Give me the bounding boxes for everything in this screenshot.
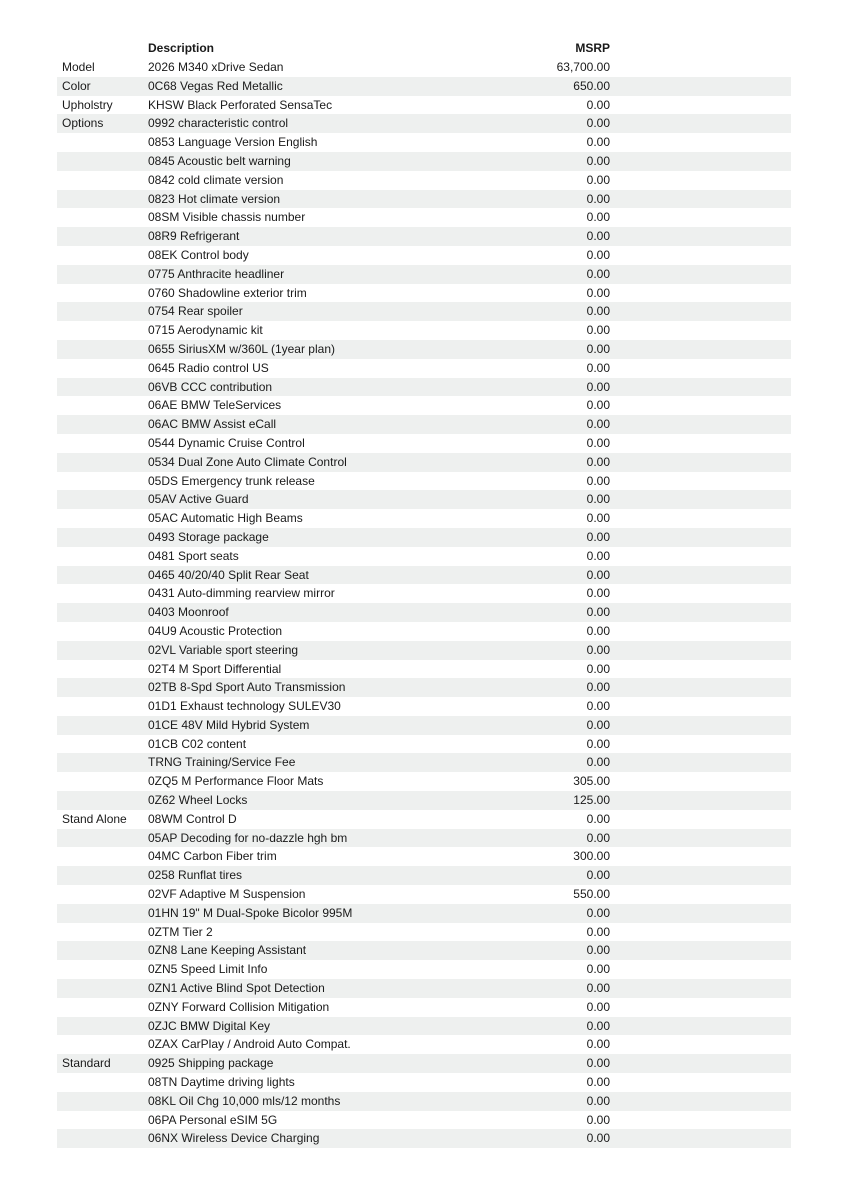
description-cell: 0ZN8 Lane Keeping Assistant (148, 943, 307, 958)
description-cell: 01CB C02 content (148, 736, 247, 751)
description-cell: 08R9 Refrigerant (148, 229, 240, 244)
table-row (57, 603, 791, 622)
description-cell: 01HN 19" M Dual-Spoke Bicolor 995M (148, 905, 353, 920)
msrp-cell: 0.00 (586, 736, 610, 751)
table-row (57, 58, 791, 77)
table-row (57, 265, 791, 284)
table-row (57, 829, 791, 848)
msrp-cell: 0.00 (586, 247, 610, 262)
table-row (57, 378, 791, 397)
msrp-cell: 0.00 (586, 943, 610, 958)
description-cell: 06NX Wireless Device Charging (148, 1131, 320, 1146)
msrp-cell: 305.00 (573, 774, 610, 789)
description-cell: 05AC Automatic High Beams (148, 511, 303, 526)
msrp-cell: 0.00 (586, 567, 610, 582)
table-row (57, 904, 791, 923)
msrp-cell: 0.00 (586, 1112, 610, 1127)
description-cell: 0465 40/20/40 Split Rear Seat (148, 567, 309, 582)
description-cell: 0992 characteristic control (148, 116, 289, 131)
msrp-cell: 0.00 (586, 999, 610, 1014)
msrp-cell: 0.00 (586, 360, 610, 375)
table-row (57, 227, 791, 246)
table-row (57, 509, 791, 528)
table-row (57, 528, 791, 547)
msrp-cell: 0.00 (586, 1056, 610, 1071)
table-row (57, 171, 791, 190)
table-row (57, 566, 791, 585)
description-cell: 0ZNY Forward Collision Mitigation (148, 999, 330, 1014)
table-row (57, 340, 791, 359)
description-cell: 0655 SiriusXM w/360L (1year plan) (148, 341, 335, 356)
msrp-cell: 0.00 (586, 661, 610, 676)
description-cell: 0ZJC BMW Digital Key (148, 1018, 271, 1033)
msrp-cell: 125.00 (573, 793, 610, 808)
description-cell: 06PA Personal eSIM 5G (148, 1112, 278, 1127)
table-row (57, 284, 791, 303)
msrp-cell: 0.00 (586, 172, 610, 187)
description-cell: 2026 M340 xDrive Sedan (148, 60, 284, 74)
description-cell: 0544 Dynamic Cruise Control (148, 435, 305, 450)
description-cell: 0C68 Vegas Red Metallic (148, 78, 283, 93)
table-row (57, 923, 791, 942)
description-cell: 05DS Emergency trunk release (148, 473, 315, 488)
msrp-cell: 650.00 (573, 78, 610, 93)
msrp-cell: 0.00 (586, 116, 610, 131)
table-body (57, 58, 791, 1148)
description-cell: 0534 Dual Zone Auto Climate Control (148, 454, 347, 469)
description-cell: 05AP Decoding for no-dazzle hgh bm (148, 830, 348, 845)
table-row (57, 1092, 791, 1111)
description-cell: 04MC Carbon Fiber trim (148, 849, 277, 864)
description-cell: 01CE 48V Mild Hybrid System (148, 717, 310, 732)
msrp-cell: 0.00 (586, 398, 610, 413)
table-row (57, 1017, 791, 1036)
description-cell: 02TB 8-Spd Sport Auto Transmission (148, 680, 346, 695)
description-cell: 0925 Shipping package (148, 1056, 274, 1071)
table-row (57, 208, 791, 227)
table-row (57, 960, 791, 979)
msrp-cell: 0.00 (586, 605, 610, 620)
description-cell: 0ZN1 Active Blind Spot Detection (148, 981, 325, 996)
msrp-cell: 0.00 (586, 868, 610, 883)
description-cell: 06VB CCC contribution (148, 379, 273, 394)
description-cell: 02VF Adaptive M Suspension (148, 887, 306, 902)
category-cell: Options (62, 116, 104, 131)
msrp-cell: 0.00 (586, 473, 610, 488)
description-cell: TRNG Training/Service Fee (148, 755, 296, 770)
description-cell: 0754 Rear spoiler (148, 304, 243, 319)
table-row (57, 941, 791, 960)
msrp-cell: 0.00 (586, 924, 610, 939)
description-cell: KHSW Black Perforated SensaTec (148, 97, 333, 112)
description-cell: 0ZAX CarPlay / Android Auto Compat. (148, 1037, 351, 1052)
msrp-cell: 0.00 (586, 830, 610, 845)
description-cell: 0Z62 Wheel Locks (148, 793, 248, 808)
msrp-header: MSRP (575, 41, 610, 55)
description-cell: 0431 Auto-dimming rearview mirror (148, 586, 335, 601)
description-cell: 08EK Control body (148, 247, 249, 262)
description-cell: 0715 Aerodynamic kit (148, 323, 263, 338)
description-cell: 02VL Variable sport steering (148, 642, 299, 657)
description-cell: 01D1 Exhaust technology SULEV30 (148, 699, 341, 714)
description-cell: 06AE BMW TeleServices (148, 398, 282, 413)
description-cell: 08KL Oil Chg 10,000 mls/12 months (148, 1093, 341, 1108)
msrp-cell: 550.00 (573, 887, 610, 902)
description-cell: 0645 Radio control US (148, 360, 269, 375)
table-row (57, 998, 791, 1017)
msrp-cell: 0.00 (586, 97, 610, 112)
table-row (57, 434, 791, 453)
msrp-cell: 0.00 (586, 191, 610, 206)
msrp-cell: 0.00 (586, 981, 610, 996)
table-row (57, 678, 791, 697)
table-row (57, 246, 791, 265)
description-cell: 04U9 Acoustic Protection (148, 623, 283, 638)
table-row (57, 810, 791, 829)
table-row (57, 1129, 791, 1148)
msrp-cell: 0.00 (586, 304, 610, 319)
msrp-cell: 0.00 (586, 905, 610, 920)
msrp-cell: 0.00 (586, 229, 610, 244)
msrp-cell: 0.00 (586, 755, 610, 770)
msrp-cell: 0.00 (586, 454, 610, 469)
description-cell: 0ZQ5 M Performance Floor Mats (148, 774, 324, 789)
table-row (57, 791, 791, 810)
description-cell: 0481 Sport seats (148, 548, 239, 563)
msrp-cell: 0.00 (586, 153, 610, 168)
msrp-cell: 0.00 (586, 1093, 610, 1108)
table-row (57, 321, 791, 340)
table-row (57, 152, 791, 171)
table-row (57, 1054, 791, 1073)
description-cell: 0258 Runflat tires (148, 868, 243, 883)
description-cell: 0493 Storage package (148, 529, 269, 544)
msrp-cell: 0.00 (586, 511, 610, 526)
table-row (57, 359, 791, 378)
description-header: Description (148, 41, 215, 55)
table-row (57, 660, 791, 679)
table-row (57, 490, 791, 509)
msrp-cell: 0.00 (586, 529, 610, 544)
table-row (57, 753, 791, 772)
table-row (57, 415, 791, 434)
table-row (57, 453, 791, 472)
msrp-cell: 0.00 (586, 1131, 610, 1146)
table-row (57, 190, 791, 209)
msrp-cell: 300.00 (573, 849, 610, 864)
description-cell: 0775 Anthracite headliner (148, 266, 285, 281)
msrp-cell: 0.00 (586, 266, 610, 281)
table-header-row (57, 38, 791, 58)
table-row (57, 114, 791, 133)
table-row (57, 77, 791, 96)
msrp-cell: 0.00 (586, 417, 610, 432)
table-row (57, 1073, 791, 1092)
table-row (57, 885, 791, 904)
description-cell: 0760 Shadowline exterior trim (148, 285, 307, 300)
msrp-cell: 0.00 (586, 680, 610, 695)
table-row (57, 735, 791, 754)
table-row (57, 716, 791, 735)
msrp-cell: 0.00 (586, 623, 610, 638)
msrp-cell: 0.00 (586, 642, 610, 657)
description-cell: 0842 cold climate version (148, 172, 284, 187)
description-cell: 0823 Hot climate version (148, 191, 281, 206)
category-cell: Model (62, 60, 95, 74)
msrp-cell: 63,700.00 (556, 60, 610, 74)
table-row (57, 133, 791, 152)
msrp-cell: 0.00 (586, 492, 610, 507)
description-cell: 0ZN5 Speed Limit Info (148, 962, 268, 977)
table-row (57, 547, 791, 566)
msrp-cell: 0.00 (586, 586, 610, 601)
description-cell: 0845 Acoustic belt warning (148, 153, 291, 168)
table-row (57, 697, 791, 716)
msrp-cell: 0.00 (586, 811, 610, 826)
table-row (57, 584, 791, 603)
msrp-cell: 0.00 (586, 1037, 610, 1052)
table-row (57, 96, 791, 115)
category-cell: Color (62, 78, 91, 93)
description-cell: 06AC BMW Assist eCall (148, 417, 277, 432)
table-row (57, 622, 791, 641)
table-row (57, 866, 791, 885)
msrp-cell: 0.00 (586, 962, 610, 977)
category-cell: Stand Alone (62, 811, 127, 826)
category-cell: Upholstry (62, 97, 113, 112)
description-cell: 02T4 M Sport Differential (148, 661, 282, 676)
description-cell: 0853 Language Version English (148, 135, 318, 150)
msrp-cell: 0.00 (586, 135, 610, 150)
category-cell: Standard (62, 1056, 111, 1071)
msrp-cell: 0.00 (586, 1018, 610, 1033)
table-row (57, 1035, 791, 1054)
description-cell: 08TN Daytime driving lights (148, 1075, 295, 1090)
table-row (57, 641, 791, 660)
description-cell: 05AV Active Guard (148, 492, 249, 507)
description-cell: 08SM Visible chassis number (148, 210, 306, 225)
msrp-cell: 0.00 (586, 1075, 610, 1090)
msrp-cell: 0.00 (586, 210, 610, 225)
table-row (57, 1111, 791, 1130)
description-cell: 08WM Control D (148, 811, 237, 826)
table-row (57, 396, 791, 415)
table-row (57, 302, 791, 321)
table-row (57, 472, 791, 491)
msrp-cell: 0.00 (586, 323, 610, 338)
msrp-cell: 0.00 (586, 341, 610, 356)
description-cell: 0ZTM Tier 2 (148, 924, 213, 939)
vehicle-spec-table (57, 38, 791, 1148)
msrp-cell: 0.00 (586, 699, 610, 714)
msrp-cell: 0.00 (586, 548, 610, 563)
table-row (57, 772, 791, 791)
table-row (57, 979, 791, 998)
msrp-cell: 0.00 (586, 435, 610, 450)
table-row (57, 847, 791, 866)
msrp-cell: 0.00 (586, 717, 610, 732)
msrp-cell: 0.00 (586, 285, 610, 300)
description-cell: 0403 Moonroof (148, 605, 229, 620)
msrp-cell: 0.00 (586, 379, 610, 394)
